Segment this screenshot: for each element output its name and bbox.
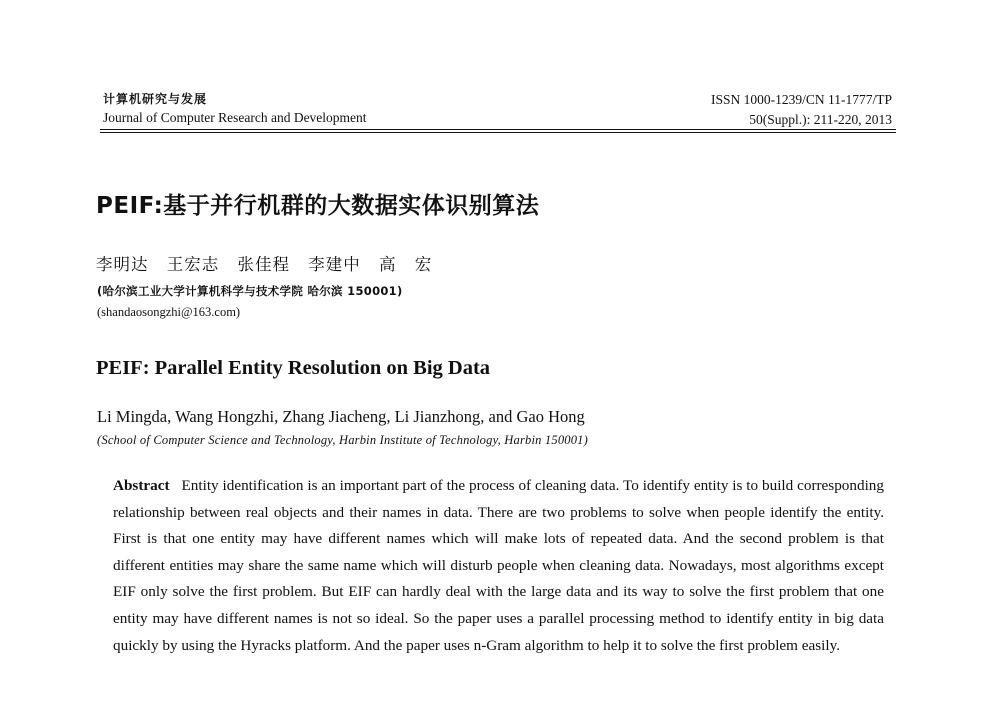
issn-line: ISSN 1000-1239/CN 11-1777/TP — [710, 92, 892, 107]
paper-title-cn: PEIF:基于并行机群的大数据实体识别算法 — [96, 193, 540, 219]
author-email: (shandaosongzhi@163.com) — [97, 305, 241, 319]
volume-line: 50(Suppl.): 211-220, 2013 — [749, 112, 892, 127]
journal-name-en: Journal of Computer Research and Development — [103, 110, 367, 125]
abstract — [113, 473, 884, 659]
abstract-label: Abstract — [113, 477, 170, 494]
journal-header-right — [711, 90, 892, 130]
affiliation-en: (School of Computer Science and Technology, Harbin Institute of Technology, Harbin 150001) — [97, 433, 588, 447]
authors-en: Li Mingda, Wang Hongzhi, Zhang Jiacheng, Li Jianzhong, and Gao Hong — [97, 407, 585, 426]
journal-header-left — [103, 90, 367, 128]
header-rule-thick — [100, 129, 896, 130]
abstract-text: Entity identification is an important part of the process of cleaning data. To identify entity is to build corresponding relationship between real objects and their names in data. There are two problems to solve when people identify the entity. First is that one entity may have different names which will make lots of repeated data. And the second problem is that different entities may share the same name which will disturb people when cleaning data. Nowadays, most algorithms except EIF only solve the first problem. But EIF can hardly deal with the large data and its way to solve the first problem that one entity may have different names is not so ideal. So the paper uses a parallel processing method to identify entity in big data quickly by using the Hyracks platform. And the paper uses n-Gram algorithm to help it to solve the first problem easily. — [113, 477, 884, 654]
authors-cn: 李明达 王宏志 张佳程 李建中 高 宏 — [96, 255, 433, 274]
paper-title-en: PEIF: Parallel Entity Resolution on Big Data — [96, 357, 491, 379]
header-rule-thin — [100, 132, 896, 133]
affiliation-cn: (哈尔滨工业大学计算机科学与技术学院 哈尔滨 150001) — [97, 284, 403, 298]
journal-name-cn: 计算机研究与发展 — [103, 92, 208, 106]
